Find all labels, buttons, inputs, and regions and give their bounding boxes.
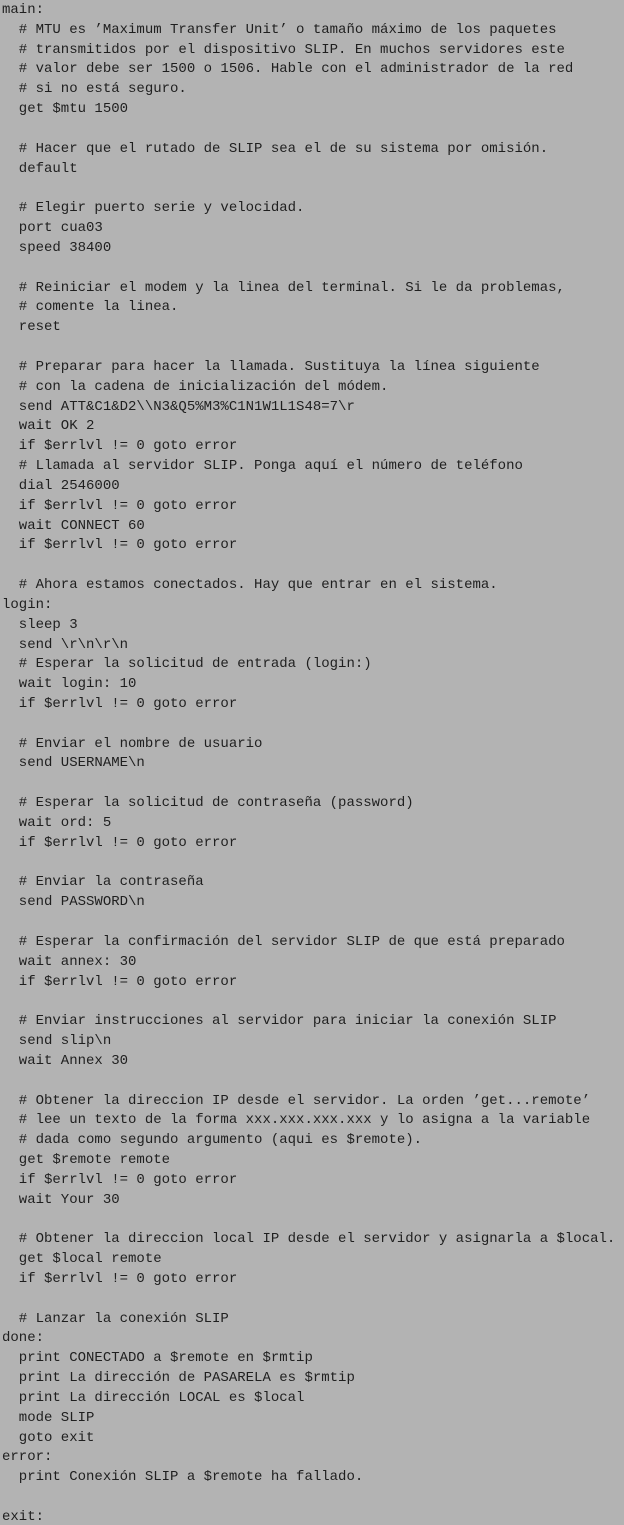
code-line: default — [2, 160, 78, 177]
code-line — [2, 774, 624, 794]
code-line: # dada como segundo argumento (aqui es $remote). — [2, 1132, 423, 1149]
code-line: # Ahora estamos conectados. Hay que entrar en el sistema. — [2, 577, 498, 594]
code-line: goto exit — [2, 1429, 95, 1446]
code-line — [2, 259, 624, 279]
code-line: if $errlvl != 0 goto error — [2, 973, 238, 990]
code-line: if $errlvl != 0 goto error — [2, 1171, 238, 1188]
code-line: get $mtu 1500 — [2, 101, 129, 118]
code-line — [2, 179, 624, 199]
code-line: wait ord: 5 — [2, 814, 112, 831]
code-line: send slip\n — [2, 1033, 112, 1050]
code-line: send USERNAME\n — [2, 755, 145, 772]
code-line: wait annex: 30 — [2, 953, 137, 970]
code-line — [2, 338, 624, 358]
slip-script-text — [2, 1, 624, 1525]
code-line: # Elegir puerto serie y velocidad. — [2, 200, 305, 217]
code-line: wait OK 2 — [2, 418, 95, 435]
code-line: done: — [2, 1330, 45, 1347]
code-line: # Esperar la confirmación del servidor SLIP de que está preparado — [2, 933, 565, 950]
code-line: # Esperar la solicitud de contraseña (password) — [2, 795, 414, 812]
code-line: # lee un texto de la forma xxx.xxx.xxx.xxx y lo asigna a la variable — [2, 1112, 591, 1129]
code-line: dial 2546000 — [2, 477, 120, 494]
code-line: # Preparar para hacer la llamada. Sustituya la línea siguiente — [2, 358, 540, 375]
code-line: login: — [2, 596, 53, 613]
code-line: # Enviar la contraseña — [2, 874, 204, 891]
code-line: print La dirección de PASARELA es $rmtip — [2, 1370, 355, 1387]
code-line: # con la cadena de inicialización del módem. — [2, 378, 389, 395]
code-line: speed 38400 — [2, 239, 112, 256]
code-line — [2, 854, 624, 874]
code-line: # comente la linea. — [2, 299, 179, 316]
code-line: if $errlvl != 0 goto error — [2, 537, 238, 554]
code-line: # Obtener la direccion local IP desde el servidor y asignarla a $local. — [2, 1231, 616, 1248]
code-line: # Esperar la solicitud de entrada (login:) — [2, 656, 372, 673]
code-line: wait Your 30 — [2, 1191, 120, 1208]
code-line: # Llamada al servidor SLIP. Ponga aquí el número de teléfono — [2, 458, 523, 475]
code-line — [2, 715, 624, 735]
code-line: wait login: 10 — [2, 676, 137, 693]
code-line: # Obtener la direccion IP desde el servidor. La orden ’get...remote’ — [2, 1092, 591, 1109]
code-line: port cua03 — [2, 220, 103, 237]
code-line: reset — [2, 319, 61, 336]
code-line: sleep 3 — [2, 616, 78, 633]
code-line: if $errlvl != 0 goto error — [2, 834, 238, 851]
code-line: # Lanzar la conexión SLIP — [2, 1310, 229, 1327]
code-line: # Enviar el nombre de usuario — [2, 735, 263, 752]
code-line — [2, 1290, 624, 1310]
code-line: if $errlvl != 0 goto error — [2, 438, 238, 455]
code-line: exit: — [2, 1508, 45, 1525]
code-line — [2, 556, 624, 576]
code-line: # Hacer que el rutado de SLIP sea el de su sistema por omisión. — [2, 140, 549, 157]
code-line: # Reiniciar el modem y la linea del terminal. Si le da problemas, — [2, 279, 565, 296]
code-line: wait Annex 30 — [2, 1052, 129, 1069]
code-line: if $errlvl != 0 goto error — [2, 695, 238, 712]
code-line: send ATT&C1&D2\\N3&Q5%M3%C1N1W1L1S48=7\r — [2, 398, 355, 415]
code-line: print Conexión SLIP a $remote ha fallado. — [2, 1469, 364, 1486]
code-line: wait CONNECT 60 — [2, 517, 145, 534]
code-line: # valor debe ser 1500 o 1506. Hable con el administrador de la red — [2, 61, 574, 78]
code-line: print CONECTADO a $remote en $rmtip — [2, 1350, 313, 1367]
code-line: if $errlvl != 0 goto error — [2, 497, 238, 514]
code-line: mode SLIP — [2, 1409, 95, 1426]
code-line: # si no está seguro. — [2, 81, 187, 98]
code-line: # transmitidos por el dispositivo SLIP. En muchos servidores este — [2, 41, 565, 58]
code-line — [2, 1211, 624, 1231]
code-line: error: — [2, 1449, 53, 1466]
code-line: print La dirección LOCAL es $local — [2, 1389, 305, 1406]
code-line: if $errlvl != 0 goto error — [2, 1271, 238, 1287]
code-line: get $remote remote — [2, 1152, 171, 1169]
code-line — [2, 120, 624, 140]
code-line — [2, 1072, 624, 1092]
code-line — [2, 913, 624, 933]
code-line — [2, 1488, 624, 1508]
code-line: send PASSWORD\n — [2, 894, 145, 911]
code-line: main: — [2, 2, 45, 18]
code-line: # MTU es ’Maximum Transfer Unit’ o tamaño máximo de los paquetes — [2, 21, 557, 38]
code-line: get $local remote — [2, 1251, 162, 1268]
code-line: # Enviar instrucciones al servidor para iniciar la conexión SLIP — [2, 1013, 557, 1030]
code-line — [2, 992, 624, 1012]
code-line: send \r\n\r\n — [2, 636, 129, 653]
